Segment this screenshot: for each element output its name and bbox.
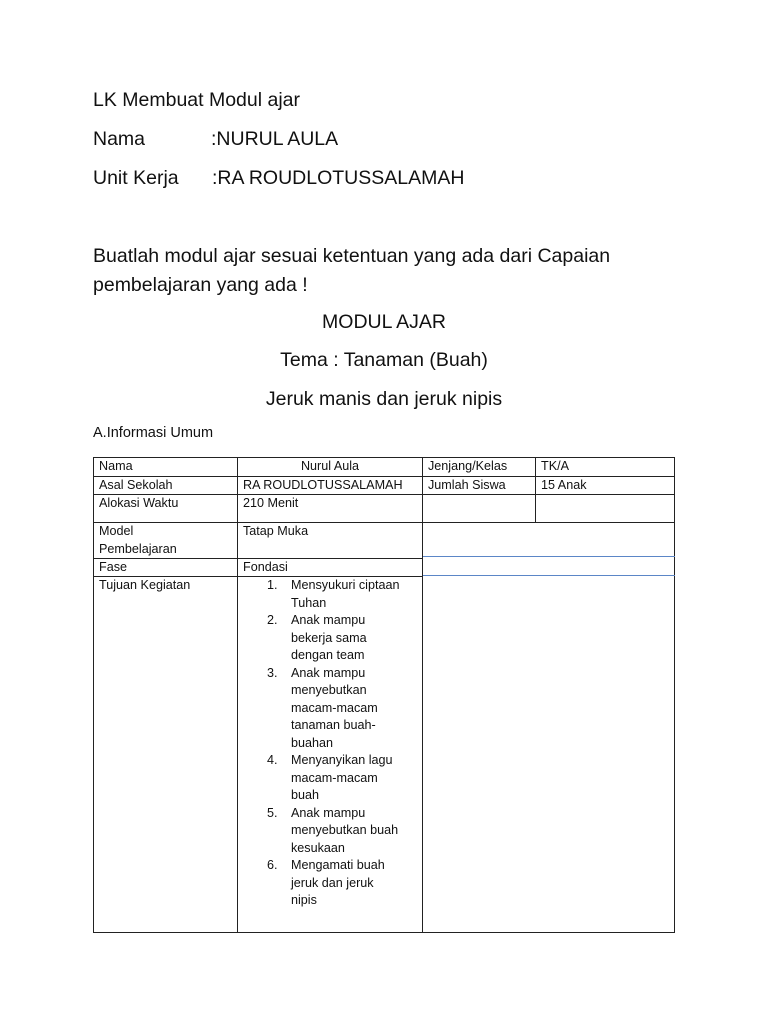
table-divider-col2 [422, 457, 423, 933]
table-border-left [93, 457, 94, 933]
cell-model-value: Tatap Muka [243, 524, 309, 538]
tujuan-item-text: buah [291, 788, 320, 802]
tujuan-item-text: menyebutkan [291, 683, 367, 697]
section-a-label: A. [93, 425, 107, 441]
cell-asal-label: Asal Sekolah [99, 478, 173, 492]
cell-nama-label: Nama [99, 459, 133, 473]
module-heading: MODUL AJAR [322, 311, 446, 333]
informasi-umum-table [93, 457, 675, 933]
tujuan-item-text: Menyanyikan lagu [291, 753, 393, 767]
tujuan-item-text: nipis [291, 893, 317, 907]
tujuan-item-text: bekerja sama [291, 630, 367, 645]
tujuan-item-number: 4. [267, 753, 278, 767]
tujuan-list-item [243, 805, 421, 858]
cell-asal-value: RA ROUDLOTUSSALAMAH [243, 478, 403, 492]
tujuan-list-item [243, 752, 421, 805]
cell-fase-value: Fondasi [243, 560, 288, 574]
nama-row [93, 128, 338, 151]
nama-value: :NURUL AULA [211, 128, 339, 150]
tujuan-item-text: macam-macam [291, 770, 378, 785]
tujuan-list-item [243, 577, 421, 612]
tujuan-item-text: Anak mampu [291, 665, 366, 680]
cell-tujuan-label: Tujuan Kegiatan [99, 578, 191, 592]
cell-tujuan-list [243, 577, 421, 910]
table-row-divider-blue [423, 575, 675, 576]
table-border-bottom [93, 932, 675, 933]
cell-nama-value: Nurul Aula [300, 459, 360, 473]
instruction-text: Buatlah modul ajar sesuai ketentuan yang ada dari Capaian pembelajaran yang ada ! [93, 245, 611, 296]
cell-alokasi-value: 210 Menit [243, 496, 299, 510]
tujuan-list-item [243, 857, 421, 910]
cell-model-label-line: Model [99, 524, 134, 538]
tujuan-item-number: 2. [267, 613, 278, 627]
tujuan-list [243, 577, 421, 910]
tujuan-item-text: tanaman buah- [291, 718, 376, 732]
tujuan-item-text: kesukaan [291, 840, 345, 855]
section-a-title: Informasi Umum [106, 425, 214, 441]
section-a-heading [93, 425, 213, 441]
tujuan-item-number: 1. [267, 578, 278, 592]
tujuan-item-text: macam-macam [291, 700, 378, 715]
module-tema: Tema : Tanaman (Buah) [280, 349, 488, 371]
tujuan-item-text: jeruk dan jeruk [291, 875, 374, 890]
tujuan-item-text: dengan team [291, 648, 365, 662]
tujuan-list-item [243, 612, 421, 665]
tujuan-item-number: 6. [267, 858, 278, 872]
unit-kerja-row [93, 167, 464, 190]
tujuan-item-text: Mensyukuri ciptaan [291, 578, 400, 592]
cell-jumlah-label: Jumlah Siswa [428, 478, 506, 492]
tujuan-item-text: Anak mampu [291, 613, 366, 627]
tujuan-item-text: Mengamati buah [291, 858, 385, 872]
cell-model-label [99, 523, 177, 558]
tujuan-item-text: buahan [291, 735, 334, 750]
cell-fase-label: Fase [99, 560, 127, 574]
cell-jenjang-value: TK/A [541, 459, 569, 473]
table-row-divider [93, 522, 675, 523]
cell-model-label-line: Pembelajaran [99, 541, 177, 556]
document-title: LK Membuat Modul ajar [93, 89, 301, 111]
table-row-divider-blue [423, 556, 675, 557]
tujuan-item-text: Anak mampu [291, 805, 366, 820]
tujuan-item-number: 3. [267, 665, 278, 680]
tujuan-item-text: menyebutkan buah [291, 823, 399, 837]
table-divider-col1 [237, 457, 238, 933]
cell-jumlah-value: 15 Anak [541, 478, 587, 492]
cell-alokasi-label: Alokasi Waktu [99, 496, 179, 510]
table-border-right [674, 457, 675, 933]
tujuan-item-text: Tuhan [291, 595, 327, 610]
unit-kerja-label: Unit Kerja [93, 167, 179, 189]
tujuan-list-item [243, 665, 421, 753]
cell-jenjang-label: Jenjang/Kelas [428, 459, 508, 473]
unit-kerja-value: :RA ROUDLOTUSSALAMAH [212, 167, 465, 189]
table-divider-col3 [535, 457, 536, 522]
nama-label: Nama [93, 128, 146, 150]
tujuan-item-number: 5. [267, 805, 278, 820]
module-subtitle: Jeruk manis dan jeruk nipis [265, 388, 503, 410]
